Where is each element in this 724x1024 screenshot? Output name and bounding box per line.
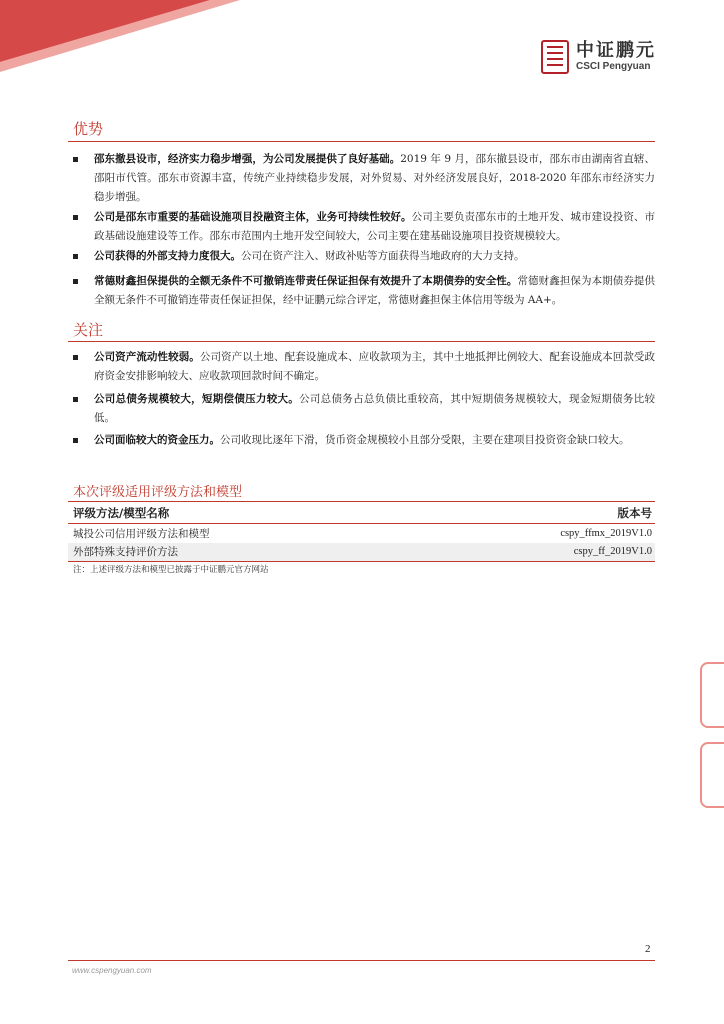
concerns-heading: 关注 <box>73 321 104 339</box>
concern-item <box>73 390 655 428</box>
bullet-square-icon <box>73 397 78 402</box>
advantage-lead: 公司获得的外部支持力度很大。 <box>94 250 241 262</box>
table-bottom-rule <box>68 561 655 562</box>
method-name-cell: 外部特殊支持评价方法 <box>73 546 178 558</box>
logo-chinese-name: 中证鹏元 <box>576 40 656 61</box>
advantage-lead: 公司是邵东市重要的基础设施项目投融资主体，业务可持续性较好。 <box>94 211 412 223</box>
table-note: 注：上述评级方法和模型已披露于中证鹏元官方网站 <box>73 565 269 575</box>
advantages-rule <box>68 141 655 142</box>
logo-seal-icon <box>541 40 569 74</box>
table-row <box>68 525 655 543</box>
version-cell: cspy_ff_2019V1.0 <box>573 546 652 557</box>
concern-text: 公司收现比逐年下滑，货币资金规模较小且部分受限，主要在建项目投资资金缺口较大。 <box>220 434 630 446</box>
company-logo <box>541 40 656 74</box>
bullet-square-icon <box>73 438 78 443</box>
footer-rule <box>68 960 655 961</box>
concern-item <box>73 431 655 450</box>
advantage-item <box>73 150 655 207</box>
bullet-square-icon <box>73 157 78 162</box>
methods-table-header <box>68 503 655 523</box>
advantage-text: 公司在资产注入、财政补贴等方面获得当地政府的大力支持。 <box>241 250 525 262</box>
method-name-cell: 城投公司信用评级方法和模型 <box>73 528 210 540</box>
footer-website: www.cspengyuan.com <box>72 966 152 975</box>
advantage-text: 公司主要负责邵东市的土地开发、城市建设投资、市政基础设施建设等工作。邵东市范围内土地开发空间较大，公司主要在建基础设施项目投资规模较大。 <box>94 211 656 242</box>
advantage-lead: 常德财鑫担保提供的全额无条件不可撤销连带责任保证担保有效提升了本期债券的安全性。 <box>94 275 518 287</box>
advantage-lead: 邵东撤县设市，经济实力稳步增强，为公司发展提供了良好基础。 <box>94 153 401 165</box>
table-top-rule <box>68 501 655 502</box>
version-cell: cspy_ffmx_2019V1.0 <box>560 528 652 539</box>
concern-lead: 公司资产流动性较弱。 <box>94 351 200 363</box>
advantage-item <box>73 272 655 310</box>
advantage-text: 常德财鑫担保为本期债券提供全额无条件不可撤销连带责任保证担保，经中证鹏元综合评定，常德财鑫担保主体信用等级为 AA+。 <box>94 275 656 306</box>
logo-english-name: CSCI Pengyuan <box>576 61 651 72</box>
advantage-item <box>73 208 655 246</box>
advantage-text: 2019 年 9 月，邵东撤县设市，邵东市由湖南省直辖、邵阳市代管。邵东市资源丰富，传统产业持续稳步发展，对外贸易、对外经济发展良好，2018-2020 年邵东市经济实力稳步增强。 <box>94 153 655 203</box>
table-header-rule <box>68 523 655 524</box>
bullet-square-icon <box>73 254 78 259</box>
bullet-square-icon <box>73 215 78 220</box>
seal-stamp-decoration <box>700 742 724 808</box>
concern-text: 公司总债务占总负债比重较高，其中短期债务规模较大，现金短期债务比较低。 <box>94 393 656 424</box>
concern-lead: 公司总债务规模较大，短期偿债压力较大。 <box>94 393 300 405</box>
page-number: 2 <box>645 943 651 955</box>
concerns-rule <box>68 341 655 342</box>
advantages-heading: 优势 <box>73 120 104 138</box>
concern-text: 公司资产以土地、配套设施成本、应收款项为主，其中土地抵押比例较大、配套设施成本回款受政府资金安排影响较大、应收款项回款时间不确定。 <box>94 351 656 382</box>
concern-lead: 公司面临较大的资金压力。 <box>94 434 220 446</box>
concern-item <box>73 348 655 386</box>
header-version: 版本号 <box>617 506 652 520</box>
advantage-item <box>73 247 655 266</box>
table-row <box>68 543 655 561</box>
bullet-square-icon <box>73 279 78 284</box>
bullet-square-icon <box>73 355 78 360</box>
methods-table-title: 本次评级适用评级方法和模型 <box>73 485 243 500</box>
seal-stamp-decoration <box>700 662 724 728</box>
header-method-name: 评级方法/模型名称 <box>73 506 170 520</box>
